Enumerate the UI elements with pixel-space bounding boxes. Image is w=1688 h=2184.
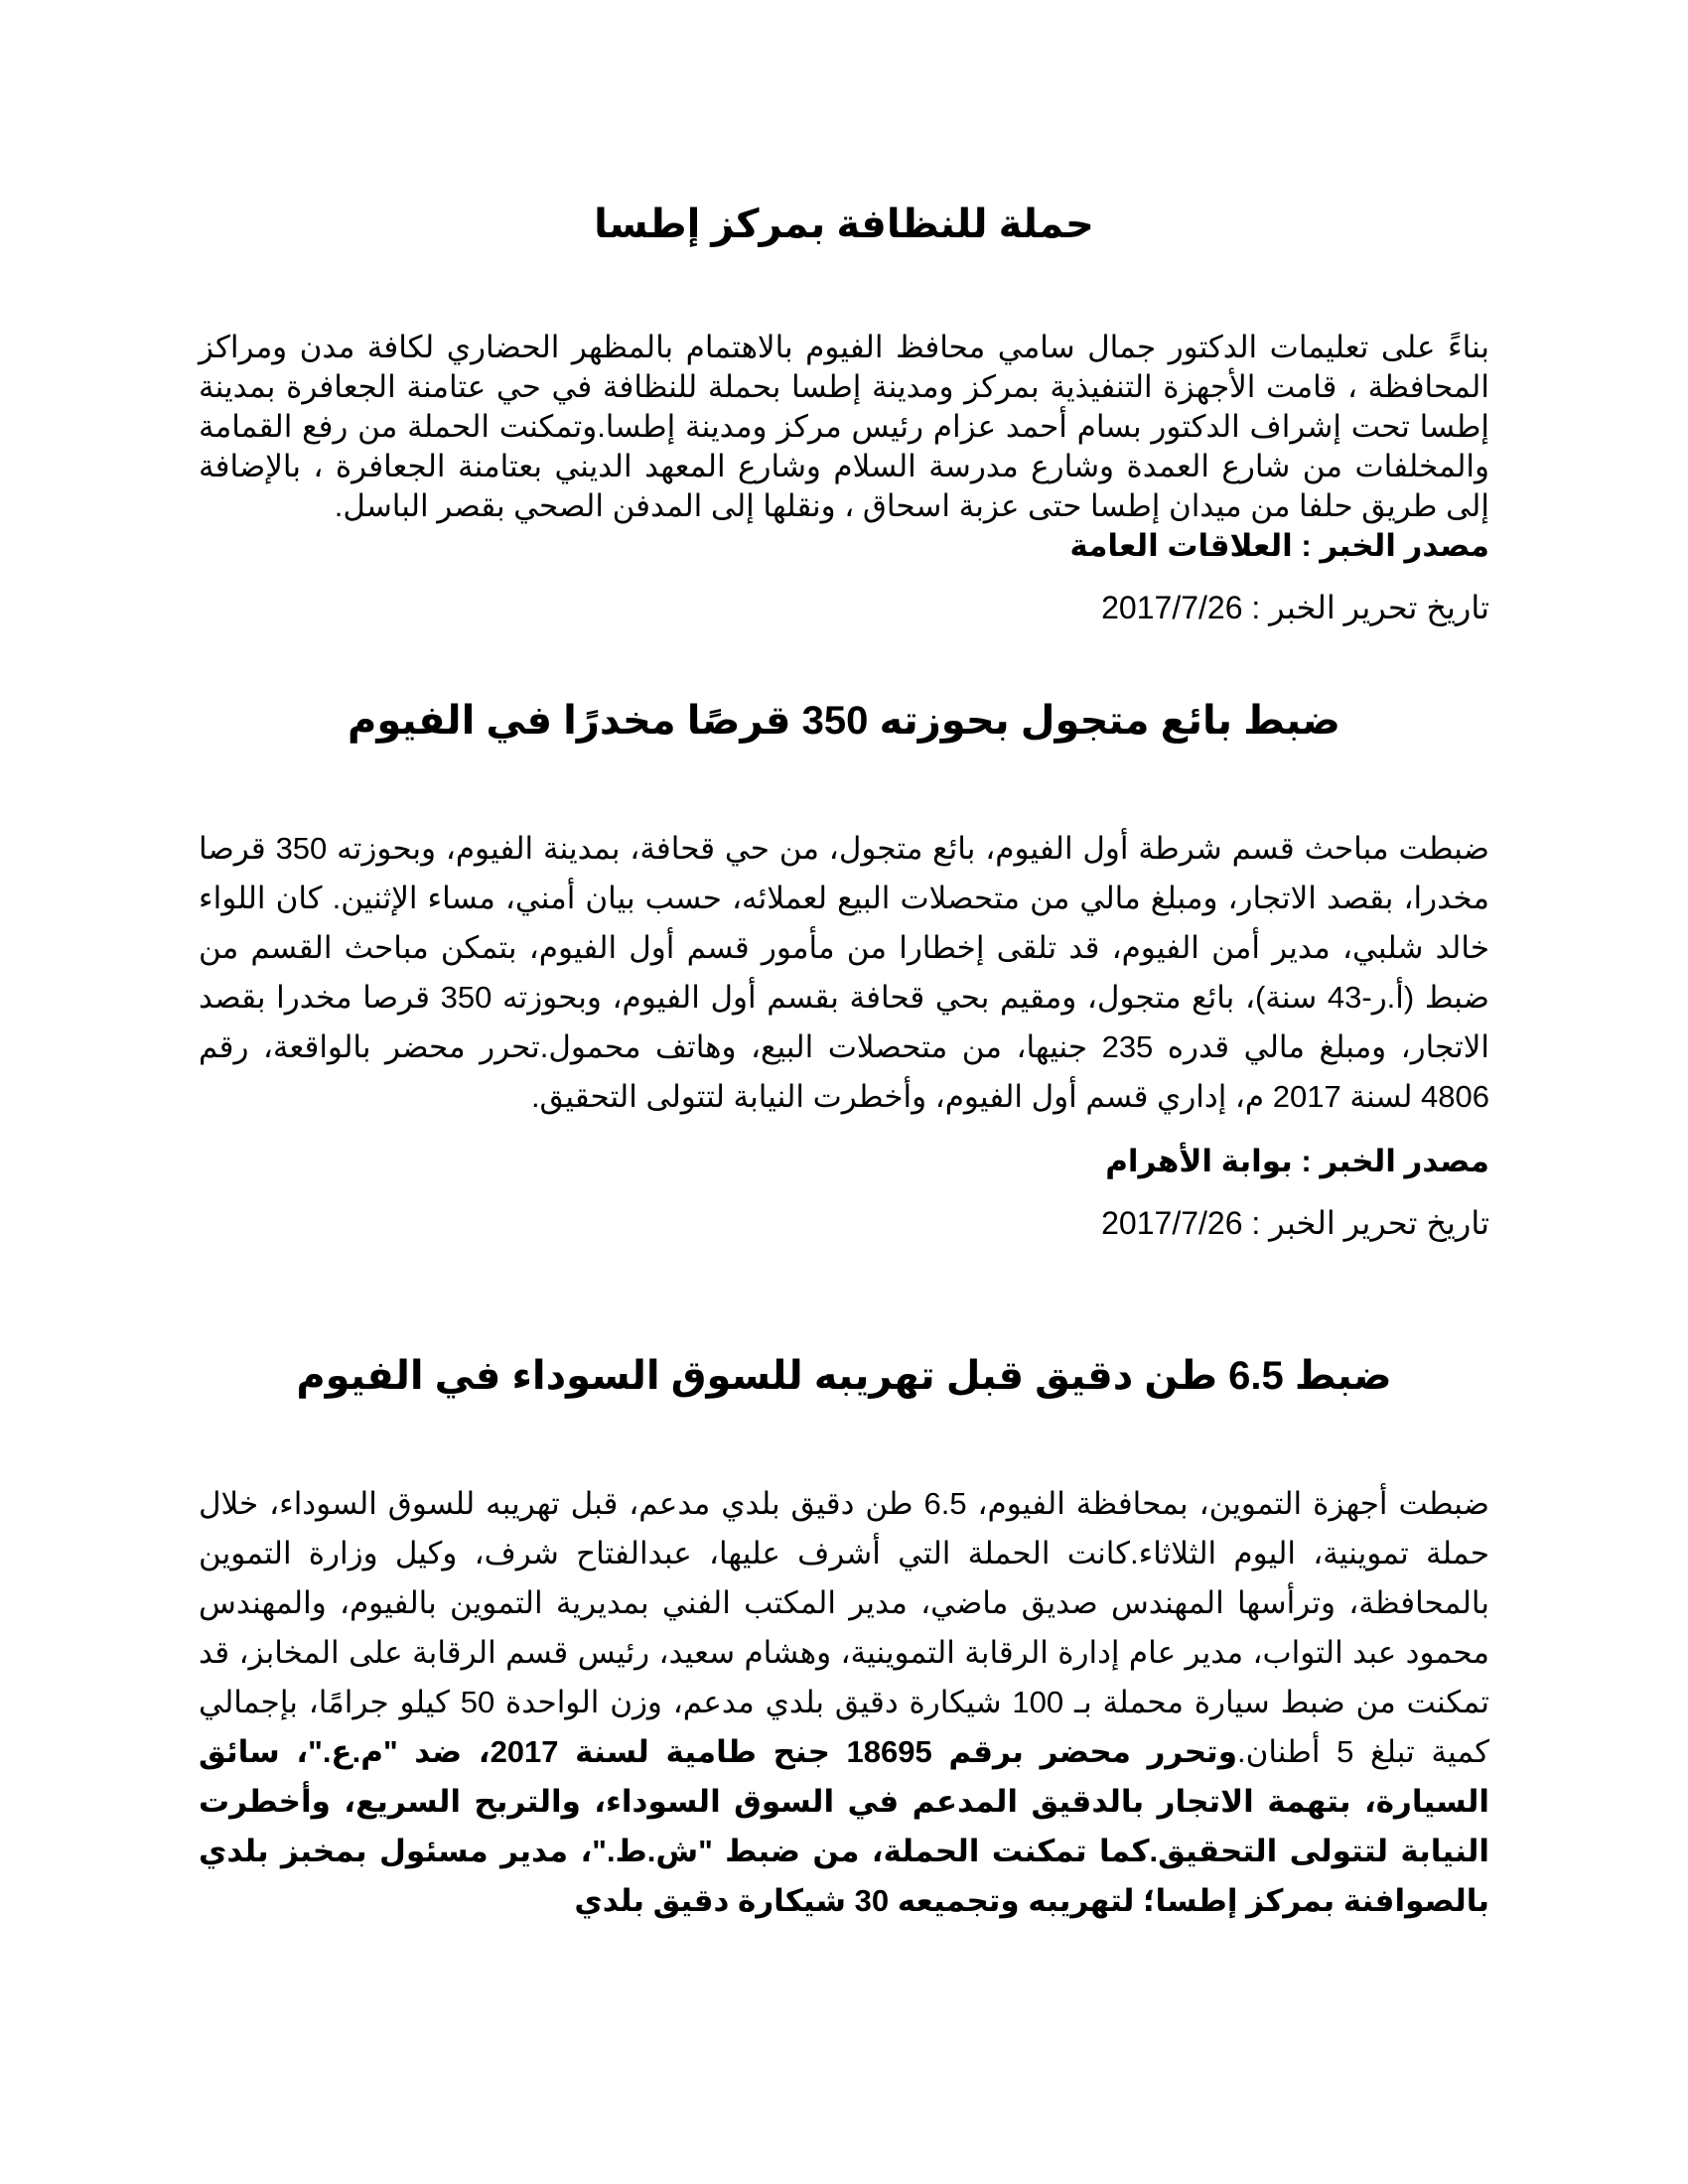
article-flour-seizure <box>199 1350 1489 1926</box>
article-body: ضبطت مباحث قسم شرطة أول الفيوم، بائع متجول، من حي قحافة، بمدينة الفيوم، وبحوزته 350 قرصا مخدرا، بقصد الاتجار، ومبلغ مالي من متحصلات البيع لعملائه، حسب بيان أمني، مساء الإثنين. كان اللواء خالد شلبي، مدير أمن الفيوم، قد تلقى إخطارا من مأمور قسم أول الفيوم، بتمكن مباحث القسم من ضبط (أ.ر-43 سنة)، بائع متجول، ومقيم بحي قحافة بقسم أول الفيوم، وبحوزته 350 قرصا مخدرا بقصد الاتجار، ومبلغ مالي قدره 235 جنيها، من متحصلات البيع، وهاتف محمول.تحرر محضر بالواقعة، رقم 4806 لسنة 2017 م، إداري قسم أول الفيوم، وأخطرت النيابة لتتولى التحقيق. <box>199 831 1489 1114</box>
article-date: تاريخ تحرير الخبر : 2017/7/26 <box>1101 590 1489 625</box>
article-drug-seizure <box>199 695 1489 1243</box>
article-title: ضبط 6.5 طن دقيق قبل تهريبه للسوق السوداء في الفيوم <box>296 1354 1392 1398</box>
article-source: مصدر الخبر : بوابة الأهرام <box>1105 1144 1489 1178</box>
article-body-regular: ضبطت أجهزة التموين، بمحافظة الفيوم، 6.5 طن دقيق بلدي مدعم، قبل تهريبه للسوق السوداء، خلال حملة تموينية، اليوم الثلاثاء.كانت الحملة التي أشرف عليها، عبدالفتاح شرف، وكيل وزارة التموين بالمحافظة، وترأسها المهندس صديق ماضي، مدير المكتب الفني بمديرية التموين بالفيوم، والمهندس محمود عبد التواب، مدير عام إدارة الرقابة التموينية، وهشام سعيد، رئيس قسم الرقابة على المخابز، قد تمكنت من ضبط سيارة محملة بـ 100 شيكارة دقيق بلدي مدعم، وزن الواحدة 50 كيلو جرامًا، بإجمالي كمية تبلغ 5 أطنان. <box>199 1486 1490 1769</box>
article-title: حملة للنظافة بمركز إطسا <box>594 203 1094 246</box>
article-cleaning-campaign <box>199 199 1489 627</box>
article-date: تاريخ تحرير الخبر : 2017/7/26 <box>1101 1205 1489 1241</box>
article-source: مصدر الخبر : العلاقات العامة <box>1069 528 1489 563</box>
article-title: ضبط بائع متجول بحوزته 350 قرصًا مخدرًا في الفيوم <box>348 699 1340 743</box>
article-body: بناءً على تعليمات الدكتور جمال سامي محافظ الفيوم بالاهتمام بالمظهر الحضاري لكافة مدن ومراكز المحافظة ، قامت الأجهزة التنفيذية بمركز ومدينة إطسا بحملة للنظافة في حي عتامنة الجعافرة بمدينة إطسا تحت إشراف الدكتور بسام أحمد عزام رئيس مركز ومدينة إطسا.وتمكنت الحملة من رفع القمامة والمخلفات من شارع العمدة وشارع مدرسة السلام وشارع المعهد الديني بعتامنة الجعافرة ، بالإضافة إلى طريق حلفا من ميدان إطسا حتى عزبة اسحاق ، ونقلها إلى المدفن الصحي بقصر الباسل. <box>199 330 1489 523</box>
article-body <box>199 1479 1489 1926</box>
article-body-bold: وتحرر محضر برقم 18695 جنح طامية لسنة 2017، ضد "م.ع."، سائق السيارة، بتهمة الاتجار بالدقيق المدعم في السوق السوداء، والتربح السريع، وأخطرت النيابة لتتولى التحقيق.كما تمكنت الحملة، من ضبط "ش.ط."، مدير مسئول بمخبز بلدي بالصوافنة بمركز إطسا؛ لتهريبه وتجميعه 30 شيكارة دقيق بلدي <box>199 1734 1489 1918</box>
